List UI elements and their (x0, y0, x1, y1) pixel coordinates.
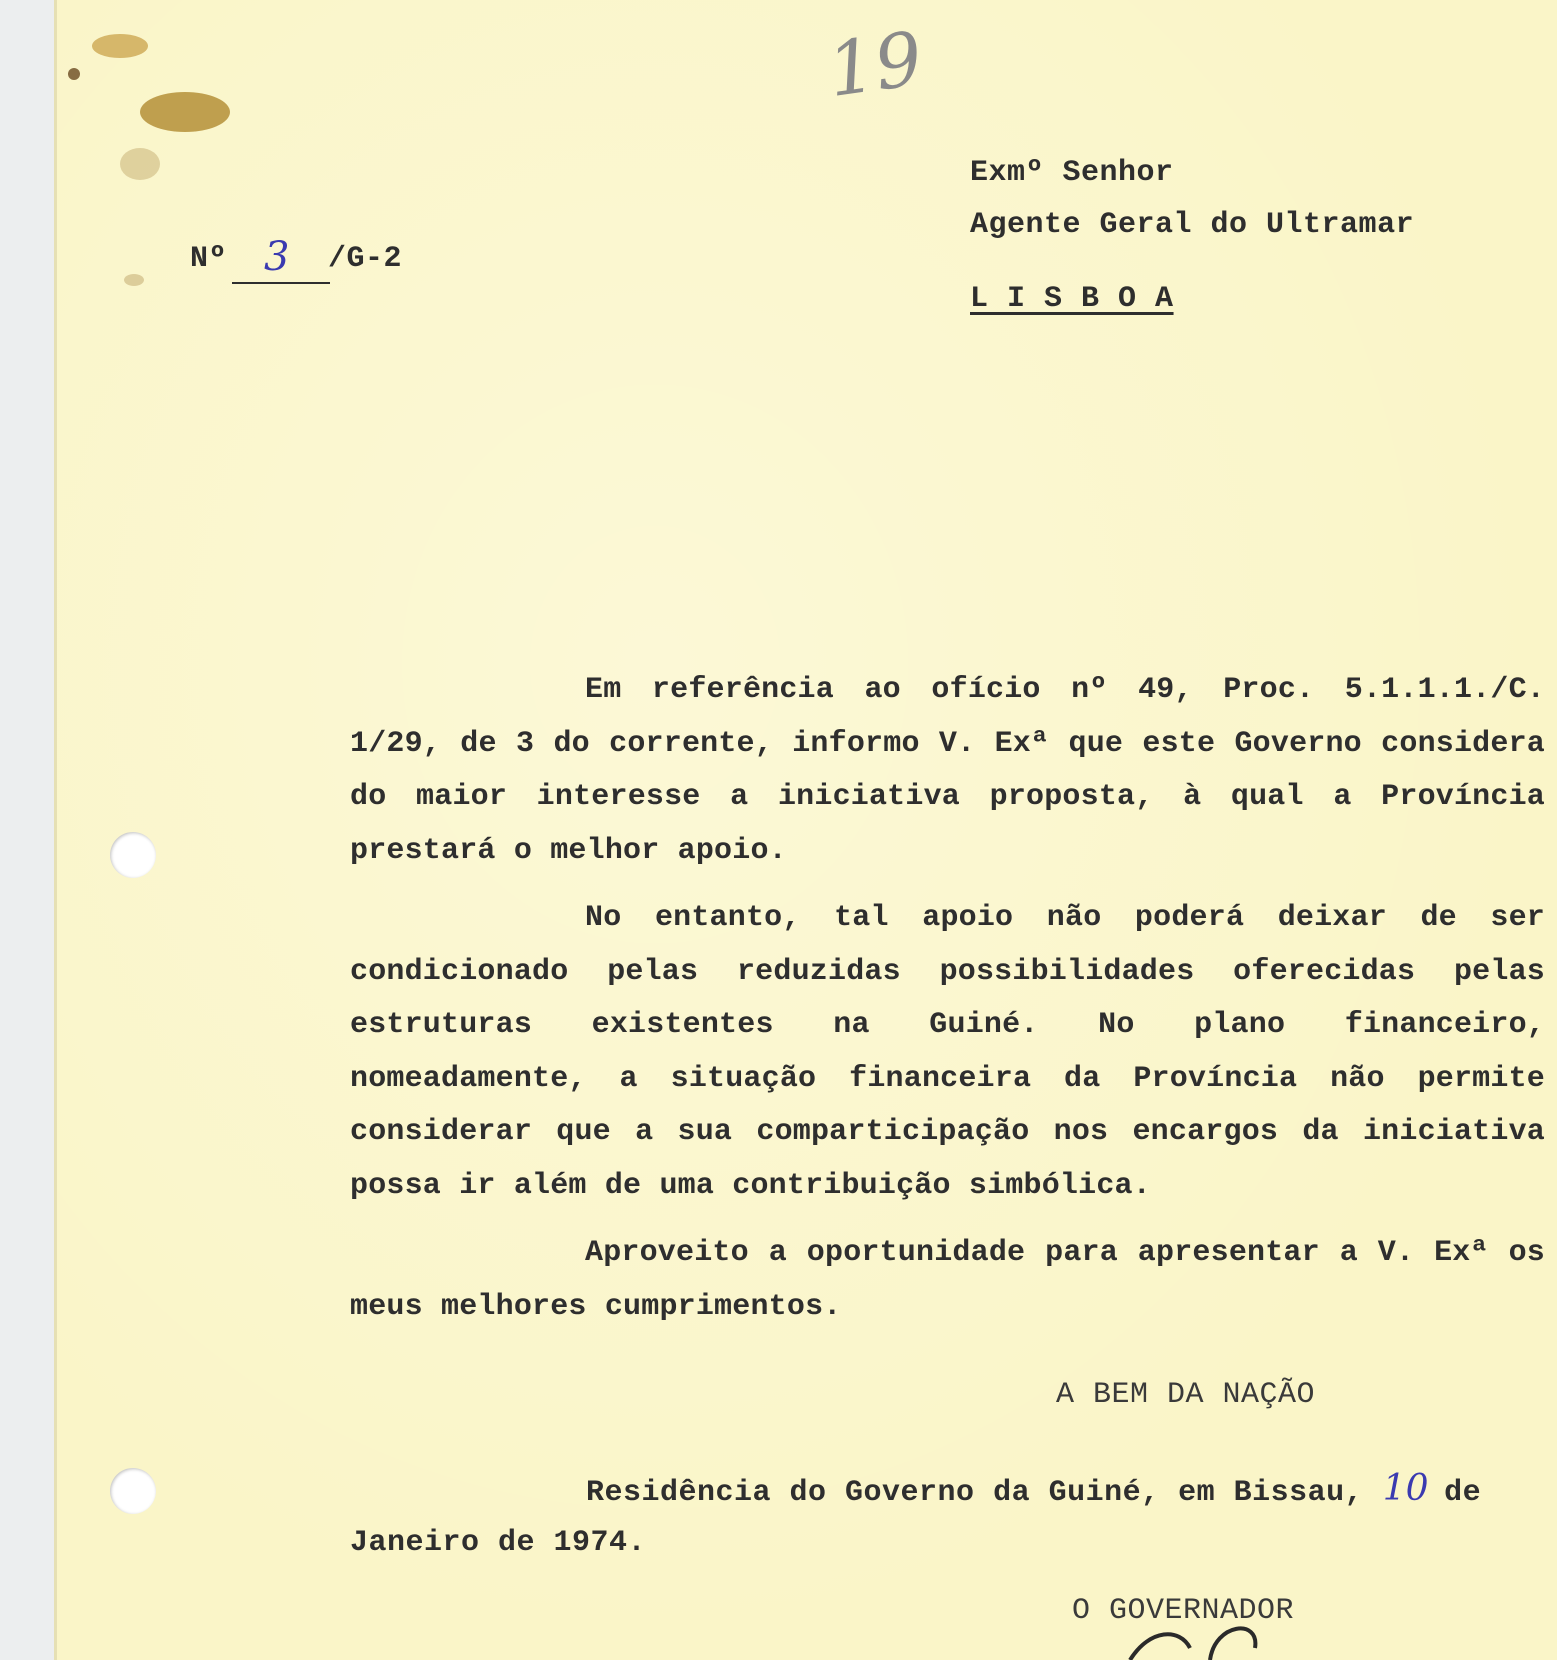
reference-blank (232, 282, 330, 284)
rust-stain (124, 274, 144, 286)
handwritten-day: 10 (1382, 1468, 1429, 1509)
punch-hole (110, 1468, 156, 1514)
rust-stain (120, 148, 160, 180)
date-suffix: de (1444, 1476, 1482, 1510)
rust-stain (68, 68, 80, 80)
rust-stain (92, 34, 148, 58)
date-line-2: Janeiro de 1974. (350, 1526, 647, 1560)
date-prefix: Residência do Governo da Guiné, em Bissau, (586, 1476, 1364, 1510)
addressee-salutation: Exmº Senhor (970, 156, 1174, 190)
punch-hole (110, 832, 156, 878)
signature-mark (1120, 1618, 1280, 1660)
handwritten-reference-number: 3 (264, 234, 290, 280)
addressee-title: Agente Geral do Ultramar (970, 208, 1415, 242)
closing-formula: A BEM DA NAÇÃO (1056, 1378, 1316, 1412)
body-paragraph: Aproveito a oportunidade para apresentar a V. Exª os meus melhores cumprimentos. (350, 1236, 1545, 1324)
letter-body (350, 664, 1545, 1348)
date-line (586, 1468, 1481, 1510)
reference-number (190, 234, 403, 280)
signature-title: O GOVERNADOR (1072, 1594, 1295, 1628)
addressee-city: L I S B O A (970, 282, 1174, 316)
reference-suffix: /G-2 (328, 242, 403, 276)
body-paragraph: Em referência ao ofício nº 49, Proc. 5.1.1.1./C. 1/29, de 3 do corrente, informo V. Exª que este Governo considera do maior interesse a iniciativa proposta, à qual a Província prestará o melhor apoio. (350, 673, 1545, 868)
page-edge (54, 0, 57, 1660)
body-paragraph: No entanto, tal apoio não poderá deixar de ser condicionado pelas reduzidas possibilidades oferecidas pelas estruturas existentes na Guiné. No plano financeiro, nomeadamente, a situação financeira da Província não permite considerar que a sua comparticipação nos encargos da iniciativa possa ir além de uma contribuição simbólica. (350, 901, 1545, 1203)
rust-stain (140, 92, 230, 132)
handwritten-page-number: 19 (822, 15, 928, 115)
reference-prefix: Nº (190, 242, 228, 276)
